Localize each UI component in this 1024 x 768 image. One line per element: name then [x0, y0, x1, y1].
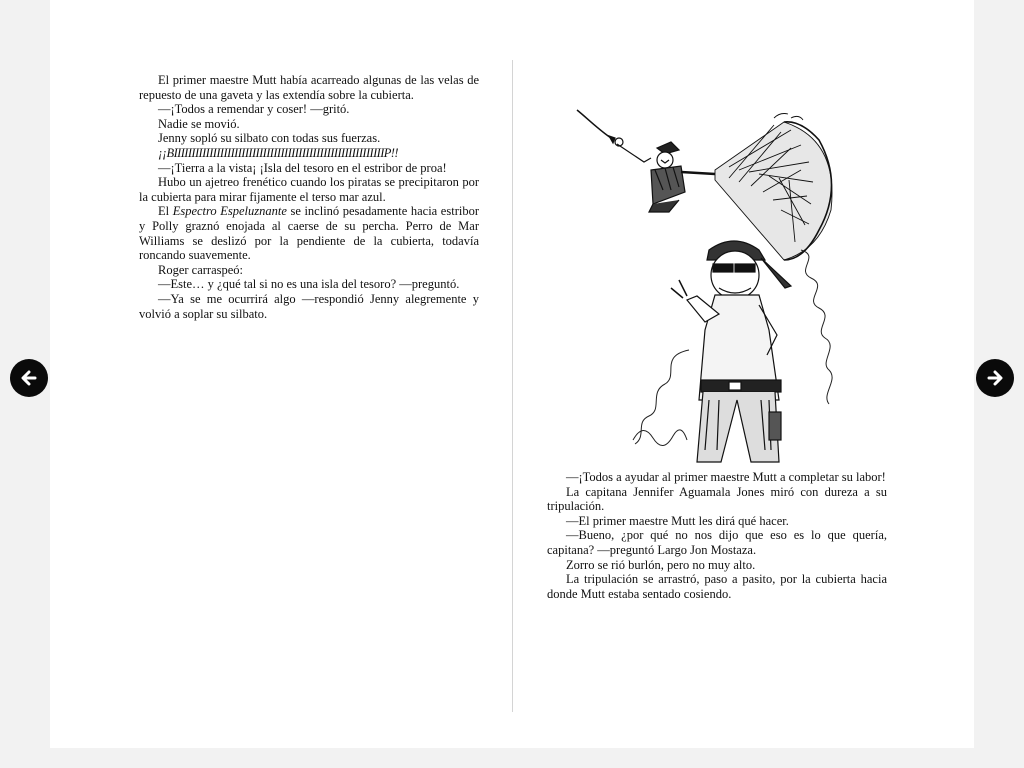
- ship-name: Espectro Espeluznante: [172, 204, 287, 219]
- paragraph: Zorro se rió burlón, pero no muy alto.: [566, 557, 756, 572]
- whistle-sound-paragraph: ¡¡BIIIIIIIIIIIIIIIIIIIIIIIIIIIIIIIIIIIIIIIIIIIIIIIIIIIIIIIIIIIP!!: [158, 145, 398, 160]
- paragraph: —Bueno, ¿por qué no nos dijo que eso es lo que quería, capitana? —preguntó Largo Jon Mostaza.: [547, 528, 887, 557]
- page-gutter: [512, 60, 513, 712]
- paragraph: —¡Todos a remendar y coser! —gritó.: [158, 102, 350, 117]
- paragraph: —Este… y ¿qué tal si no es una isla del tesoro? —preguntó.: [158, 277, 460, 292]
- left-page: [50, 0, 512, 748]
- paragraph: El primer maestre Mutt había acarreado algunas de las velas de repuesto de una gaveta y las extendía sobre la cubierta.: [139, 73, 479, 102]
- paragraph: [139, 204, 479, 262]
- paragraph: Nadie se movió.: [158, 116, 240, 131]
- arrow-right-icon: [985, 368, 1005, 388]
- right-page-text: [547, 470, 887, 601]
- paragraph: Jenny sopló su silbato con todas sus fuerzas.: [158, 131, 381, 146]
- paragraph-text: El: [158, 204, 173, 219]
- right-page: [514, 0, 974, 748]
- paragraph-text: se inclinó pesadamente hacia estribor y Polly graznó enojada al caerse de su percha. Perro de Mar Williams se deslizó por la pendiente de la cubierta, todavía roncando suavemente.: [139, 204, 479, 263]
- paragraph: —El primer maestre Mutt les dirá qué hacer.: [566, 513, 789, 528]
- paragraph: —¡Todos a ayudar al primer maestre Mutt a completar su labor!: [566, 470, 886, 484]
- paragraph: —¡Tierra a la vista¡ ¡Isla del tesoro en el estribor de proa!: [158, 160, 447, 175]
- captain-figure: [577, 110, 715, 212]
- paragraph: La capitana Jennifer Aguamala Jones miró con dureza a su tripulación.: [547, 484, 887, 514]
- left-page-text: [139, 73, 479, 321]
- paragraph: Roger carraspeó:: [158, 262, 244, 277]
- paragraph: Hubo un ajetreo frenético cuando los piratas se precipitaron por la cubierta para mirar fijamente el terso mar azul.: [139, 175, 479, 204]
- pirate-illustration: [569, 100, 899, 470]
- paragraph: La tripulación se arrastró, paso a pasito, por la cubierta hacia donde Mutt estaba sentado cosiendo.: [547, 572, 887, 601]
- arrow-left-icon: [19, 368, 39, 388]
- pirate-figure: [671, 241, 791, 462]
- paragraph: —Ya se me ocurrirá algo —respondió Jenny alegremente y volvió a soplar su silbato.: [139, 291, 479, 321]
- page-spread: [50, 0, 974, 748]
- next-page-button[interactable]: [976, 359, 1014, 397]
- telescope-horn: [715, 114, 832, 261]
- previous-page-button[interactable]: [10, 359, 48, 397]
